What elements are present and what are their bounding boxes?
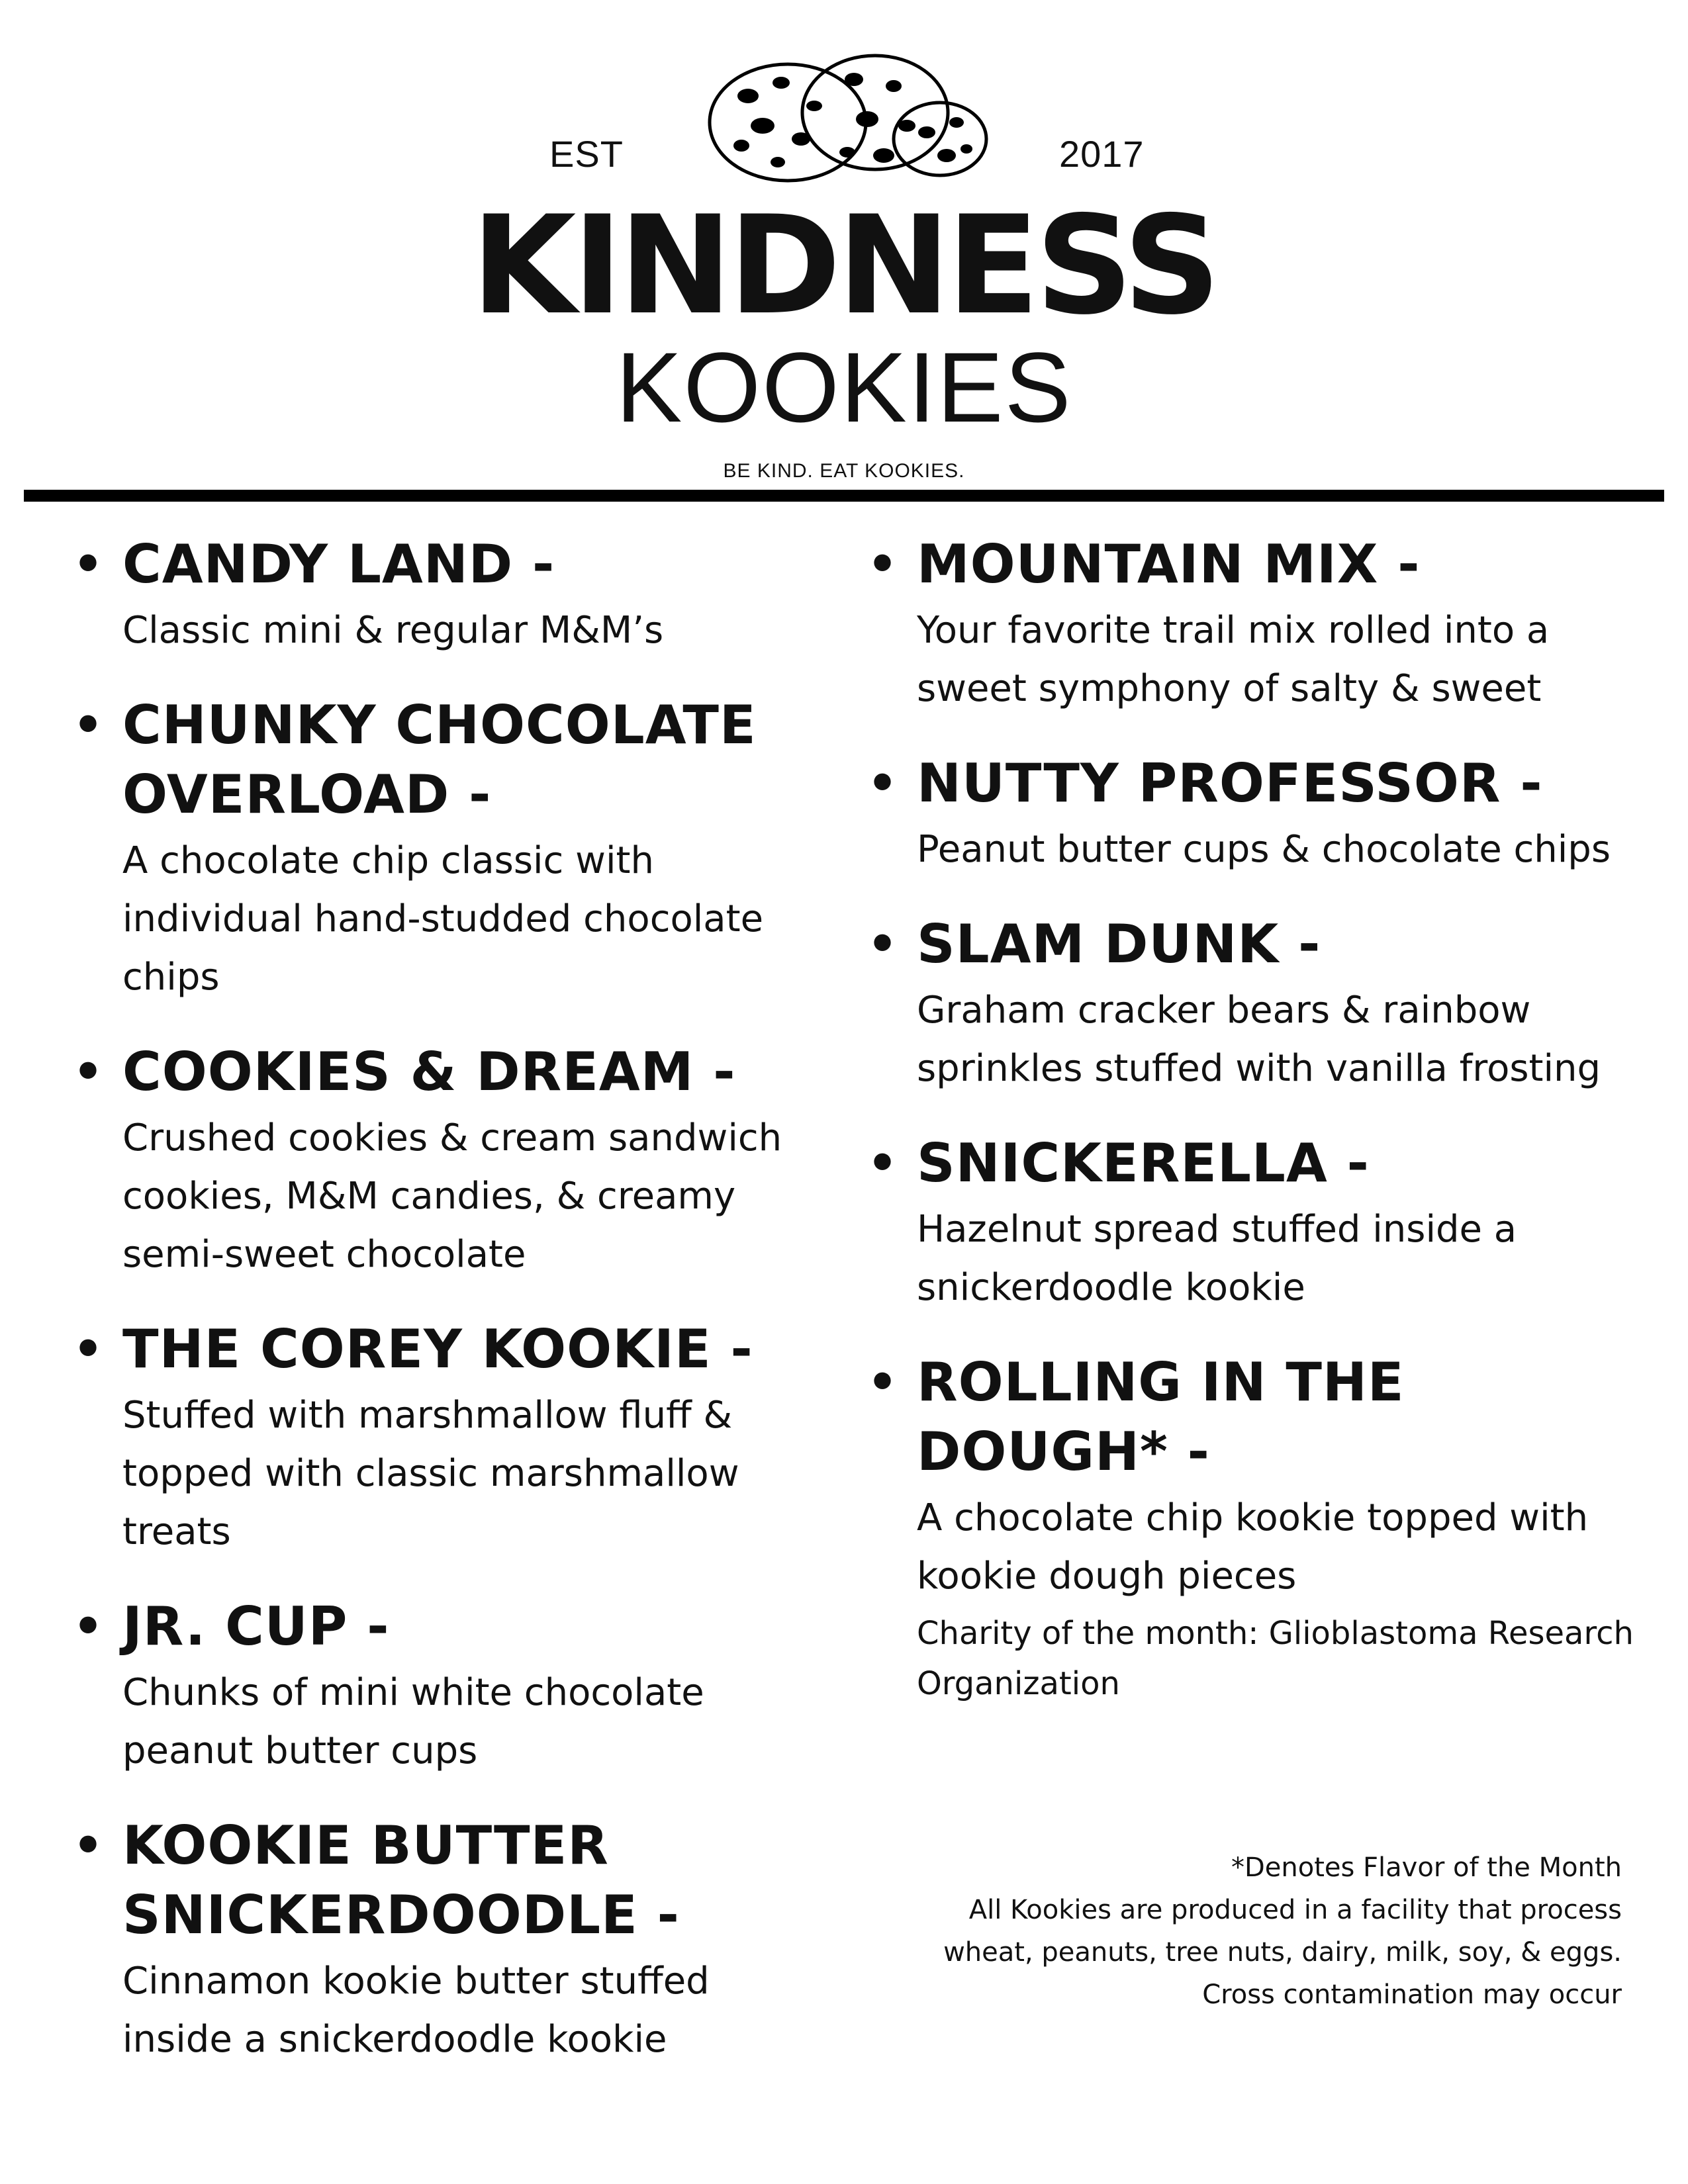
flavor-of-month-note: *Denotes Flavor of the Month: [1231, 1852, 1622, 1883]
bullet-icon: •: [73, 1817, 104, 1873]
bullet-icon: •: [73, 1044, 104, 1099]
flavor-name: NUTTY PROFESSOR -: [917, 752, 1543, 814]
footnotes: [943, 1846, 1622, 2016]
flavor-name: JR. CUP -: [122, 1596, 390, 1657]
flavor-name: ROLLING IN THE DOUGH* -: [917, 1351, 1405, 1482]
menu-item-candy-land: [73, 529, 827, 660]
flavor-name: MOUNTAIN MIX -: [917, 533, 1421, 595]
menu-item-slam-dunk: [867, 909, 1662, 1098]
menu-item-kookie-butter-snickerdoodle: [73, 1811, 827, 2069]
menu-column-left: [73, 529, 827, 2099]
flavor-name: CHUNKY CHOCOLATE OVERLOAD -: [122, 694, 757, 825]
flavor-description: Crushed cookies & cream sandwich cookies, M&M candies, & creamy semi-sweet chocolate: [122, 1116, 782, 1276]
allergen-note-line-3: Cross contamination may occur: [1202, 1979, 1622, 2010]
charity-note: Charity of the month: Glioblastoma Research Organization: [917, 1615, 1634, 1702]
menu-item-rolling-in-the-dough: [867, 1347, 1662, 1709]
flavor-description: Classic mini & regular M&M’s: [122, 609, 664, 652]
bullet-icon: •: [867, 1135, 898, 1191]
brand-title: KINDNESS: [471, 187, 1217, 345]
header-divider: [24, 490, 1664, 502]
menu-column-right: [867, 529, 1662, 1739]
flavor-name: KOOKIE BUTTER SNICKERDOODLE -: [122, 1815, 680, 1946]
menu-item-cookies-and-dream: [73, 1037, 827, 1284]
menu-item-mountain-mix: [867, 529, 1662, 718]
flavor-name: SNICKERELLA -: [917, 1132, 1370, 1194]
bullet-icon: •: [73, 697, 104, 752]
bullet-icon: •: [73, 536, 104, 592]
allergen-note-line-1: All Kookies are produced in a facility that process: [968, 1895, 1622, 1925]
flavor-description: A chocolate chip classic with individual hand-studded chocolate chips: [122, 839, 764, 999]
flavor-description: Peanut butter cups & chocolate chips: [917, 828, 1611, 871]
allergen-note-line-2: wheat, peanuts, tree nuts, dairy, milk, soy, & eggs.: [943, 1937, 1622, 1968]
flavor-description: Graham cracker bears & rainbow sprinkles stuffed with vanilla frosting: [917, 989, 1601, 1090]
flavor-description: A chocolate chip kookie topped with kookie dough pieces: [917, 1496, 1589, 1598]
bullet-icon: •: [867, 536, 898, 592]
menu-item-snickerella: [867, 1128, 1662, 1317]
menu-item-nutty-professor: [867, 749, 1662, 879]
flavor-description: Chunks of mini white chocolate peanut butter cups: [122, 1671, 704, 1772]
est-label: EST: [549, 133, 624, 175]
menu-item-jr-cup: [73, 1592, 827, 1780]
flavor-name: SLAM DUNK -: [917, 913, 1321, 975]
flavor-name: COOKIES & DREAM -: [122, 1041, 736, 1103]
bullet-icon: •: [73, 1321, 104, 1377]
flavor-description: Hazelnut spread stuffed inside a snickerdoodle kookie: [917, 1208, 1517, 1309]
menu-item-chunky-chocolate-overload: [73, 690, 827, 1007]
flavor-description: Your favorite trail mix rolled into a sweet symphony of salty & sweet: [917, 609, 1550, 710]
menu-item-the-corey-kookie: [73, 1314, 827, 1561]
bullet-icon: •: [867, 755, 898, 811]
bullet-icon: •: [867, 916, 898, 972]
flavor-name: THE COREY KOOKIE -: [122, 1318, 753, 1380]
tagline: BE KIND. EAT KOOKIES.: [723, 460, 965, 482]
est-year: 2017: [1059, 133, 1145, 175]
bullet-icon: •: [73, 1598, 104, 1654]
bullet-icon: •: [867, 1354, 898, 1410]
flavor-name: CANDY LAND -: [122, 533, 555, 595]
flavor-description: Cinnamon kookie butter stuffed inside a snickerdoodle kookie: [122, 1960, 710, 2061]
flavor-description: Stuffed with marshmallow fluff & topped with classic marshmallow treats: [122, 1394, 739, 1553]
cookies-icon: [702, 46, 993, 185]
brand-subtitle: KOOKIES: [616, 332, 1072, 443]
